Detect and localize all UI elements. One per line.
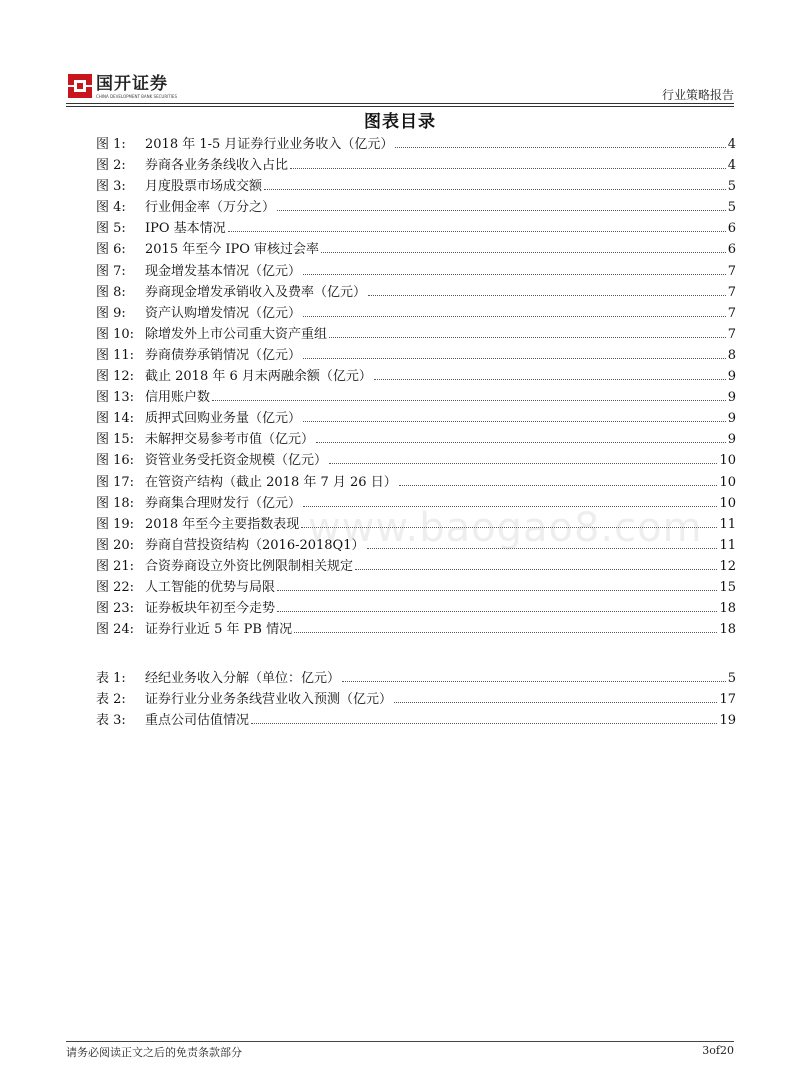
- toc-figure-entry[interactable]: [96, 218, 736, 239]
- entry-number: 图 22:: [96, 579, 135, 595]
- dot-leader: [355, 569, 717, 570]
- entry-number: 图 12:: [96, 369, 135, 385]
- entry-page: 5: [727, 179, 736, 195]
- entry-number: 图 6:: [96, 242, 126, 258]
- toc-figure-entry[interactable]: [96, 303, 736, 324]
- entry-page: 7: [727, 284, 736, 300]
- entry-page: 6: [727, 242, 736, 258]
- entry-number: 表 3:: [96, 713, 126, 729]
- entry-title: 证券行业近 5 年 PB 情况: [145, 622, 293, 638]
- entry-number: 图 14:: [96, 411, 135, 427]
- entry-page: 6: [727, 221, 736, 237]
- footer-divider: [66, 1041, 734, 1042]
- dot-leader: [368, 295, 726, 296]
- entry-title: 截止 2018 年 6 月末两融余额（亿元）: [145, 369, 372, 385]
- entry-page: 9: [727, 411, 736, 427]
- entry-page: 10: [719, 453, 736, 469]
- toc-figure-entry[interactable]: [96, 366, 736, 387]
- dot-leader: [394, 702, 717, 703]
- toc-figure-entry[interactable]: [96, 261, 736, 282]
- entry-page: 4: [727, 137, 736, 152]
- entry-page: 10: [719, 474, 736, 490]
- entry-page: 11: [719, 516, 736, 532]
- entry-number: 图 24:: [96, 622, 135, 638]
- dot-leader: [303, 316, 726, 317]
- toc-figure-entry[interactable]: [96, 429, 736, 450]
- entry-page: 17: [719, 692, 736, 708]
- dot-leader: [277, 210, 726, 211]
- entry-number: 图 10:: [96, 326, 135, 342]
- company-logo-icon: [68, 74, 92, 98]
- entry-number: 表 2:: [96, 692, 126, 708]
- toc-figure-entry[interactable]: [96, 472, 736, 493]
- entry-number: 图 2:: [96, 158, 126, 174]
- entry-title: IPO 基本情况: [145, 221, 226, 237]
- entry-page: 15: [719, 579, 736, 595]
- entry-number: 图 21:: [96, 558, 135, 574]
- dot-leader: [329, 463, 717, 464]
- entry-title: 资产认购增发情况（亿元）: [145, 305, 302, 321]
- entry-title: 重点公司估值情况: [145, 713, 250, 729]
- watermark: www.baogao8.com: [308, 505, 703, 551]
- entry-title: 现金增发基本情况（亿元）: [145, 263, 302, 279]
- entry-number: 表 1:: [96, 671, 126, 686]
- toc-figure-entry[interactable]: [96, 450, 736, 471]
- entry-number: 图 19:: [96, 516, 135, 532]
- dot-leader: [374, 379, 726, 380]
- entry-title: 在管资产结构（截止 2018 年 7 月 26 日）: [145, 474, 397, 490]
- disclaimer-note: 请务必阅读正文之后的免责条款部分: [66, 1046, 242, 1059]
- toc-figure-entry[interactable]: [96, 197, 736, 218]
- entry-title: 2018 年 1-5 月证券行业业务收入（亿元）: [145, 137, 394, 152]
- toc-figure-entry[interactable]: [96, 345, 736, 366]
- toc-figure-entry[interactable]: [96, 387, 736, 408]
- entry-number: 图 1:: [96, 137, 126, 152]
- entry-title: 信用账户数: [145, 390, 211, 406]
- dot-leader: [251, 723, 717, 724]
- entry-title: 2015 年至今 IPO 审核过会率: [145, 242, 320, 258]
- entry-page: 10: [719, 495, 736, 511]
- dot-leader: [228, 231, 726, 232]
- toc-figure-entry[interactable]: [96, 556, 736, 577]
- entry-page: 7: [727, 326, 736, 342]
- dot-leader: [303, 358, 726, 359]
- entry-number: 图 18:: [96, 495, 135, 511]
- entry-title: 资管业务受托资金规模（亿元）: [145, 453, 328, 469]
- entry-number: 图 13:: [96, 390, 135, 406]
- entry-number: 图 3:: [96, 179, 126, 195]
- toc-figure-entry[interactable]: [96, 577, 736, 598]
- entry-title: 证券行业分业务条线营业收入预测（亿元）: [145, 692, 393, 708]
- entry-page: 5: [727, 671, 736, 686]
- entry-title: 券商自营投资结构（2016-2018Q1）: [145, 537, 365, 553]
- dot-leader: [277, 590, 717, 591]
- entry-number: 图 17:: [96, 474, 135, 490]
- toc-figure-entry[interactable]: [96, 155, 736, 176]
- dot-leader: [342, 681, 726, 682]
- entry-page: 11: [719, 537, 736, 553]
- company-logo: [68, 74, 218, 102]
- entry-number: 图 9:: [96, 305, 126, 321]
- entry-page: 7: [727, 263, 736, 279]
- dot-leader: [399, 485, 718, 486]
- entry-title: 券商债券承销情况（亿元）: [145, 347, 302, 363]
- toc-figure-entry[interactable]: [96, 619, 736, 640]
- entry-title: 证券板块年初至今走势: [145, 601, 276, 617]
- toc-figure-entry[interactable]: [96, 324, 736, 345]
- entry-page: 9: [727, 369, 736, 385]
- dot-leader: [329, 337, 726, 338]
- entry-number: 图 7:: [96, 263, 126, 279]
- entry-page: 18: [719, 622, 736, 638]
- entry-number: 图 23:: [96, 601, 135, 617]
- toc-figure-entry[interactable]: [96, 239, 736, 260]
- entry-title: 券商现金增发承销收入及费率（亿元）: [145, 284, 367, 300]
- entry-page: 12: [719, 558, 736, 574]
- report-type: 行业策略报告: [661, 88, 734, 102]
- entry-title: 行业佣金率（万分之）: [145, 200, 276, 216]
- entry-number: 图 11:: [96, 347, 135, 363]
- entry-number: 图 8:: [96, 284, 126, 300]
- page-title: 图表目录: [364, 112, 436, 132]
- toc-table-entry[interactable]: [96, 668, 736, 689]
- toc-figure-entry[interactable]: [96, 598, 736, 619]
- dot-leader: [277, 611, 717, 612]
- entry-title: 未解押交易参考市值（亿元）: [145, 432, 315, 448]
- brand-english-name: CHINA DEVELOPMENT BANK SECURITIES: [96, 94, 177, 99]
- dot-leader: [212, 400, 726, 401]
- dot-leader: [316, 442, 726, 443]
- figure-list: [96, 134, 736, 640]
- table-list: [96, 668, 736, 731]
- toc-figure-entry[interactable]: [96, 408, 736, 429]
- toc-table-entry[interactable]: [96, 689, 736, 710]
- dot-leader: [303, 421, 726, 422]
- entry-title: 券商各业务条线收入占比: [145, 158, 289, 174]
- entry-page: 5: [727, 200, 736, 216]
- entry-page: 9: [727, 432, 736, 448]
- entry-title: 经纪业务收入分解（单位：亿元）: [145, 671, 341, 686]
- entry-title: 除增发外上市公司重大资产重组: [145, 326, 328, 342]
- entry-title: 人工智能的优势与局限: [145, 579, 276, 595]
- dot-leader: [395, 147, 725, 148]
- dot-leader: [294, 632, 717, 633]
- toc-figure-entry[interactable]: [96, 134, 736, 155]
- dot-leader: [303, 274, 726, 275]
- dot-leader: [321, 252, 726, 253]
- entry-title: 合资券商设立外资比例限制相关规定: [145, 558, 354, 574]
- entry-title: 月度股票市场成交额: [145, 179, 263, 195]
- entry-number: 图 4:: [96, 200, 126, 216]
- dot-leader: [264, 189, 726, 190]
- entry-page: 9: [727, 390, 736, 406]
- entry-page: 7: [727, 305, 736, 321]
- toc-figure-entry[interactable]: [96, 282, 736, 303]
- toc-table-entry[interactable]: [96, 710, 736, 731]
- dot-leader: [290, 168, 726, 169]
- toc-figure-entry[interactable]: [96, 176, 736, 197]
- entry-page: 4: [727, 158, 736, 174]
- entry-title: 2018 年至今主要指数表现: [145, 516, 300, 532]
- entry-number: 图 20:: [96, 537, 135, 553]
- entry-page: 19: [719, 713, 736, 729]
- entry-page: 18: [719, 601, 736, 617]
- entry-number: 图 15:: [96, 432, 135, 448]
- entry-title: 质押式回购业务量（亿元）: [145, 411, 302, 427]
- page-number: 3of20: [702, 1044, 734, 1057]
- entry-number: 图 16:: [96, 453, 135, 469]
- brand-name: 国开证券: [96, 74, 168, 94]
- entry-number: 图 5:: [96, 221, 126, 237]
- entry-page: 8: [727, 347, 736, 363]
- entry-title: 券商集合理财发行（亿元）: [145, 495, 302, 511]
